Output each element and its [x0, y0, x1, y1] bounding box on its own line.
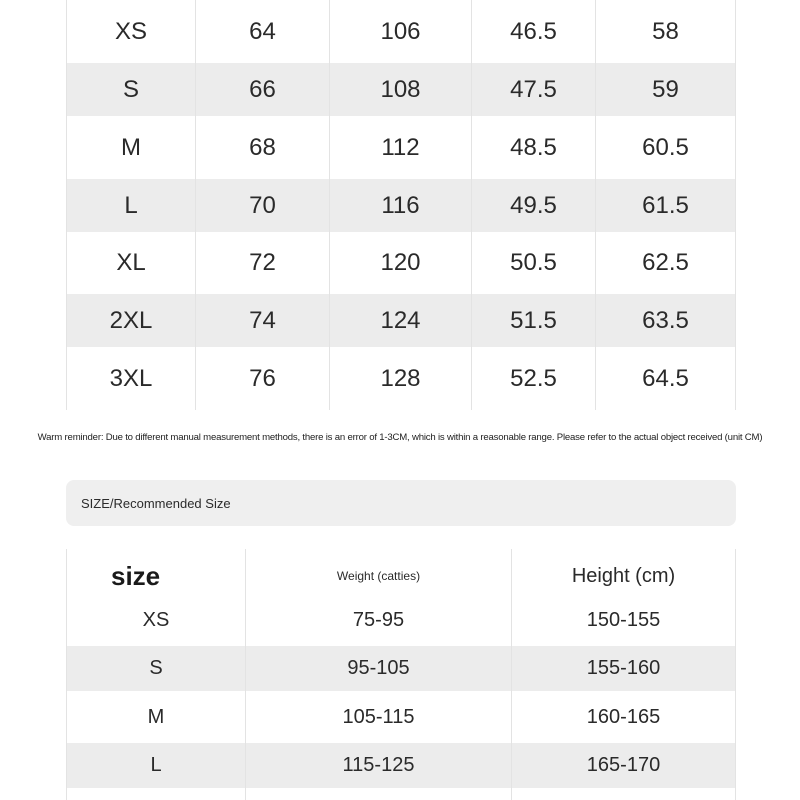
value-cell: 76	[196, 347, 330, 410]
value-cell: 59	[596, 63, 736, 116]
size-cell: XL	[66, 232, 196, 294]
table-row	[66, 788, 736, 800]
weight-cell: 95-105	[246, 646, 512, 691]
table-row	[66, 347, 736, 410]
value-cell: 64.5	[596, 347, 736, 410]
measurement-reminder: Warm reminder: Due to different manual measurement methods, there is an error of 1-3CM, which is within a reasonable range. Please refer to the actual object received (unit CM)	[37, 432, 763, 443]
value-cell: 72	[196, 232, 330, 294]
table-row	[66, 0, 736, 63]
size-cell: M	[66, 691, 246, 743]
empty-cell	[512, 788, 736, 800]
value-cell: 61.5	[596, 179, 736, 232]
value-cell: 63.5	[596, 294, 736, 347]
height-cell: 160-165	[512, 691, 736, 743]
weight-cell: 105-115	[246, 691, 512, 743]
value-cell: 47.5	[472, 63, 596, 116]
value-cell: 58	[596, 0, 736, 63]
height-cell: 155-160	[512, 646, 736, 691]
value-cell: 124	[330, 294, 472, 347]
size-cell: S	[66, 646, 246, 691]
table-header-row	[66, 549, 736, 594]
size-cell: L	[66, 179, 196, 232]
weight-cell: 115-125	[246, 743, 512, 788]
table-row	[66, 594, 736, 646]
value-cell: 70	[196, 179, 330, 232]
weight-cell: 75-95	[246, 594, 512, 646]
value-cell: 62.5	[596, 232, 736, 294]
table-row	[66, 179, 736, 232]
value-cell: 108	[330, 63, 472, 116]
value-cell: 49.5	[472, 179, 596, 232]
table-row	[66, 63, 736, 116]
size-cell: 2XL	[66, 294, 196, 347]
table-row	[66, 116, 736, 179]
height-cell: 165-170	[512, 743, 736, 788]
size-cell: 3XL	[66, 347, 196, 410]
size-cell: S	[66, 63, 196, 116]
value-cell: 50.5	[472, 232, 596, 294]
recommended-size-banner: SIZE/Recommended Size	[66, 480, 736, 526]
size-cell: XS	[66, 594, 246, 646]
table-row	[66, 743, 736, 788]
empty-cell	[66, 788, 246, 800]
header-size: size	[66, 549, 246, 594]
value-cell: 46.5	[472, 0, 596, 63]
table-row	[66, 294, 736, 347]
value-cell: 120	[330, 232, 472, 294]
value-cell: 74	[196, 294, 330, 347]
value-cell: 116	[330, 179, 472, 232]
header-height: Height (cm)	[512, 549, 736, 594]
size-cell: XS	[66, 0, 196, 63]
empty-cell	[246, 788, 512, 800]
table-row	[66, 646, 736, 691]
value-cell: 112	[330, 116, 472, 179]
recommended-size-table	[66, 549, 736, 800]
value-cell: 66	[196, 63, 330, 116]
measurement-table	[66, 0, 736, 410]
value-cell: 48.5	[472, 116, 596, 179]
value-cell: 64	[196, 0, 330, 63]
size-cell: M	[66, 116, 196, 179]
header-weight: Weight (catties)	[246, 549, 512, 594]
height-cell: 150-155	[512, 594, 736, 646]
size-cell: L	[66, 743, 246, 788]
value-cell: 68	[196, 116, 330, 179]
value-cell: 60.5	[596, 116, 736, 179]
value-cell: 52.5	[472, 347, 596, 410]
value-cell: 51.5	[472, 294, 596, 347]
value-cell: 106	[330, 0, 472, 63]
table-row	[66, 232, 736, 294]
value-cell: 128	[330, 347, 472, 410]
table-row	[66, 691, 736, 743]
